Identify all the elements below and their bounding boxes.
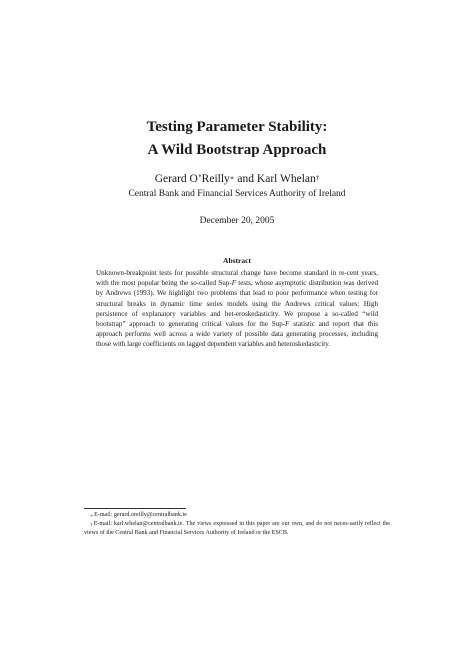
footnotes xyxy=(84,511,390,538)
author-2-footnote-mark: † xyxy=(315,174,320,182)
footnote-2-mark: † xyxy=(90,521,93,527)
author-line xyxy=(0,172,474,186)
author-joiner: and xyxy=(234,173,257,185)
paper-date: December 20, 2005 xyxy=(199,216,275,226)
footnote-2 xyxy=(84,520,390,538)
paper-title-line-1: Testing Parameter Stability: xyxy=(146,119,328,135)
abstract-italic-f-1: F xyxy=(231,279,237,288)
affiliation: Central Bank and Financial Services Authority of Ireland xyxy=(128,189,346,199)
abstract-heading: Abstract xyxy=(223,256,251,265)
footnote-1-text: E-mail: gerard.oreilly@centralbank.ie xyxy=(94,512,187,518)
abstract-text-3: statistic and report that this approach performs well across a wide variety of possible data generating processes, including those with large coefficients on lagged dependent variables and heteroskedasticity. xyxy=(96,320,379,349)
footnote-1 xyxy=(84,511,390,520)
paper-title-line-2: A Wild Bootstrap Approach xyxy=(147,142,327,158)
abstract-italic-f-2: F xyxy=(285,320,290,329)
author-2: Karl Whelan xyxy=(256,173,316,185)
author-1: Gerard O’Reilly xyxy=(154,173,230,185)
footnote-1-mark: ∗ xyxy=(90,512,94,518)
abstract-text-1: Unknown-breakpoint tests for possible structural change have become standard in re-cent years, with the most popular being the so-called Sup- xyxy=(96,269,378,288)
abstract-body xyxy=(96,268,378,350)
abstract-text-2: tests, whose asymptotic distribution was derived by Andrews (1993). We highlight two problems that lead to poor performance when testing for structural breaks in dynamic time series models using the Andrews critical values: High persistence of explanatory variables and het-eroskedasticity. We propose a so-called “wild bootstrap” approach to generating critical values for the Sup- xyxy=(96,279,379,329)
footnote-2-text: E-mail: karl.whelan@centralbank.ie. The views expressed in this paper are our own, and do not neces-sarily reflect the views of the Central Bank and Financial Services Authority of Ireland or the ESCB. xyxy=(84,521,390,536)
author-1-footnote-mark: ∗ xyxy=(229,174,235,182)
footnote-divider xyxy=(84,508,186,509)
